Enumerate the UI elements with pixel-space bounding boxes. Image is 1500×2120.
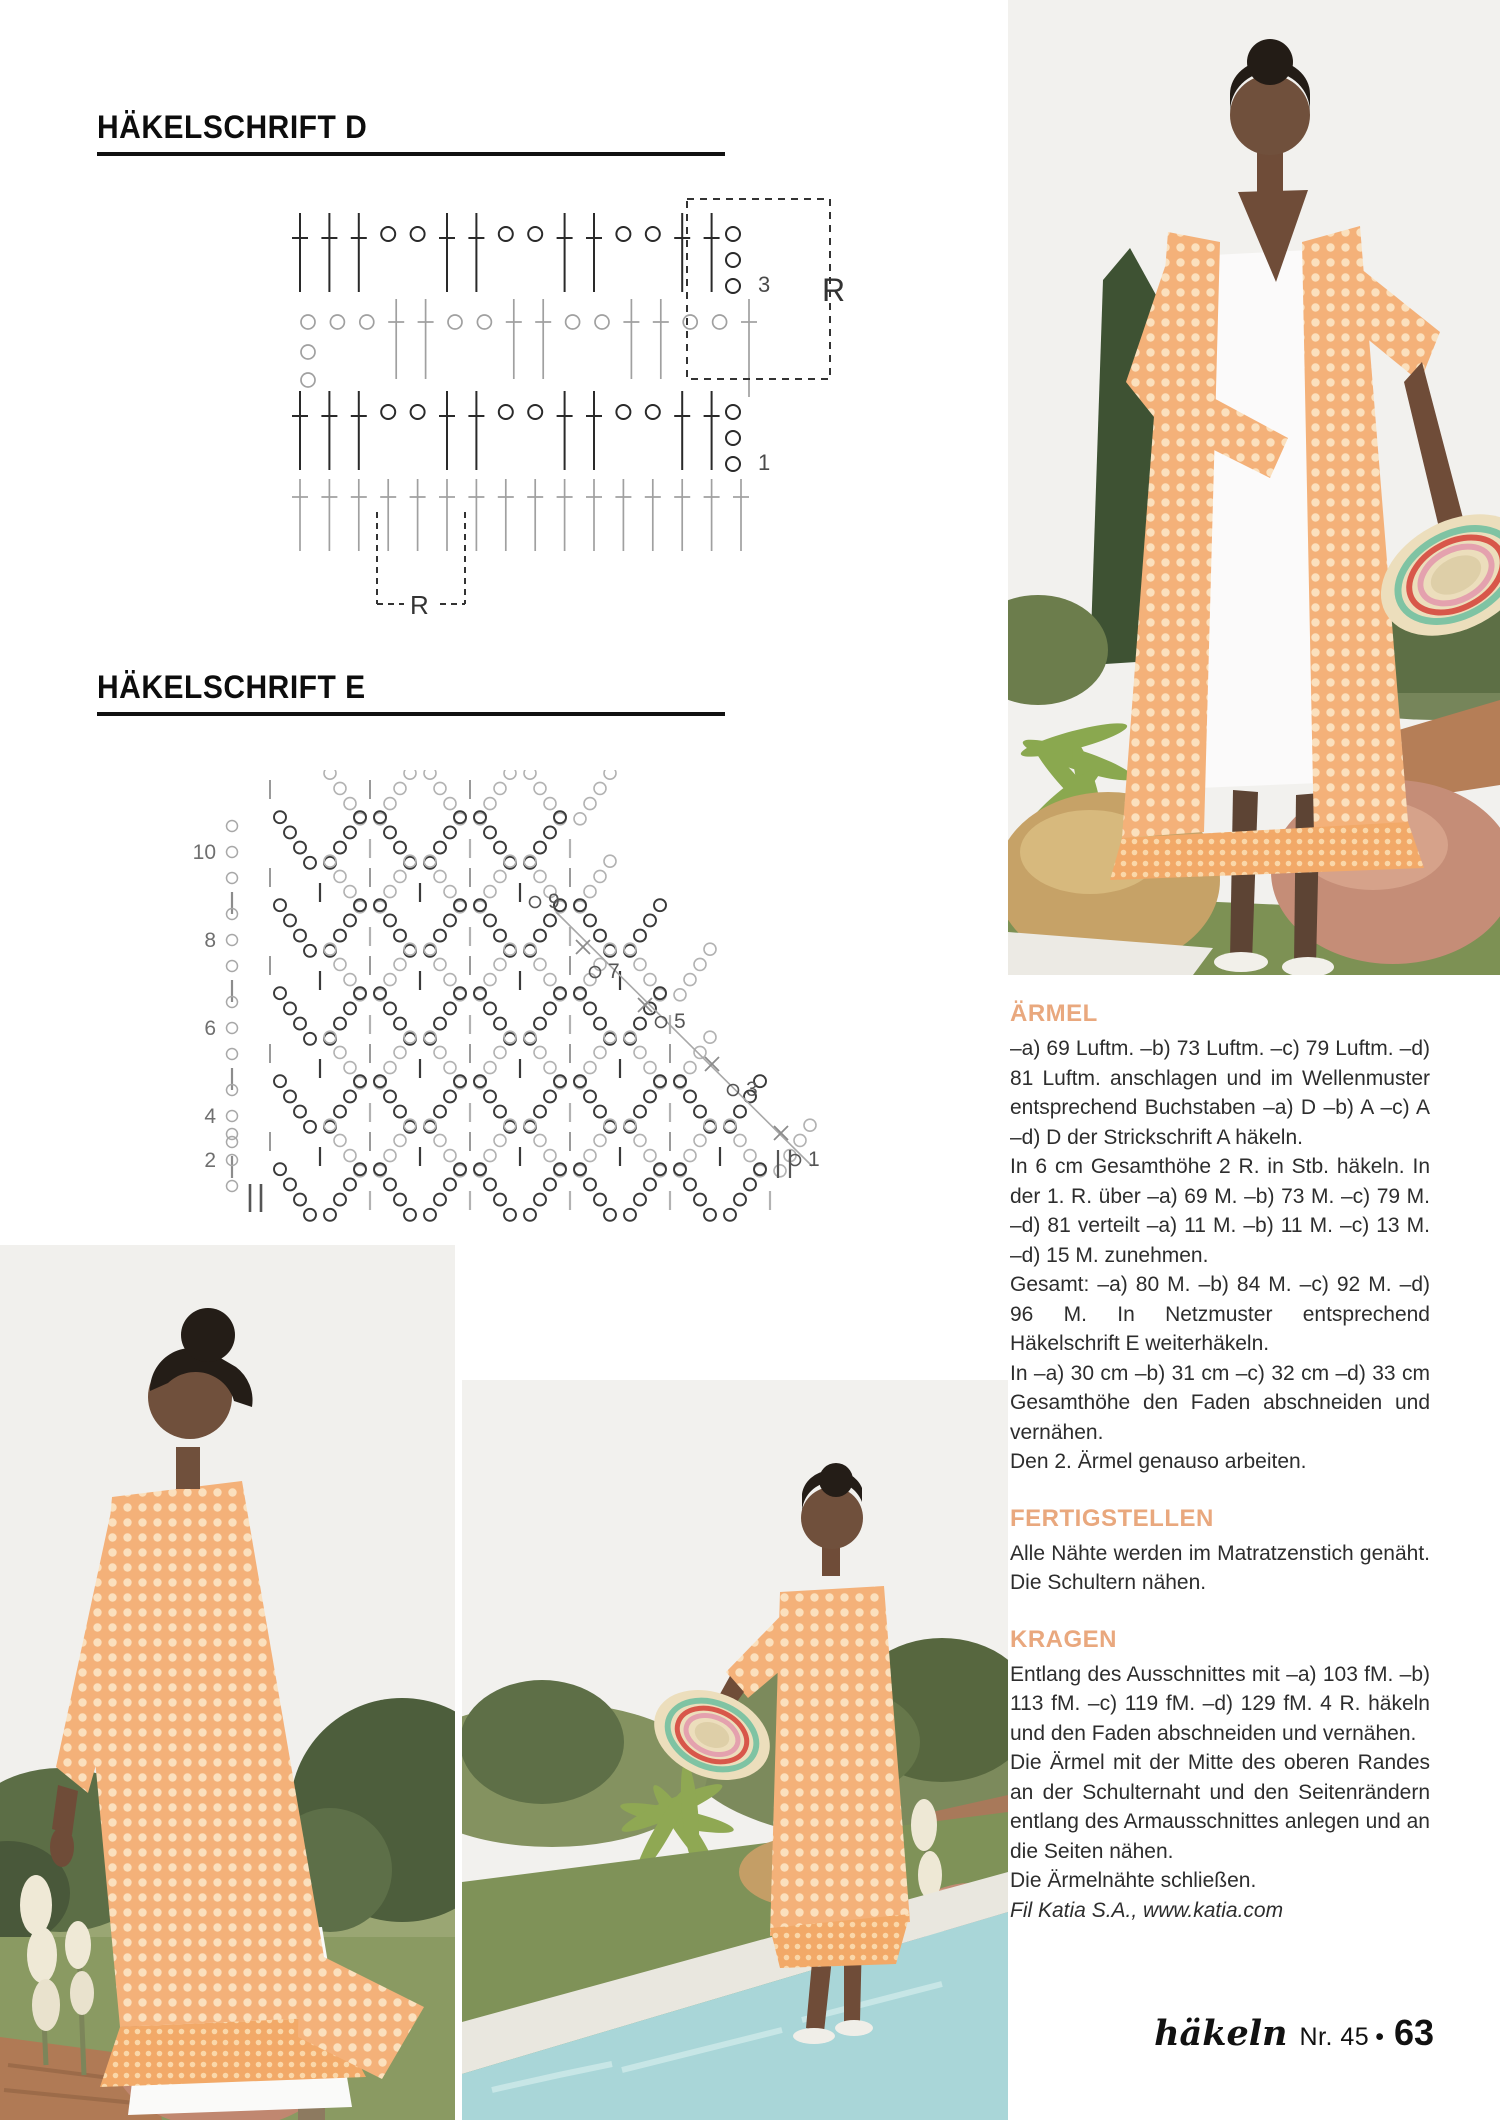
svg-text:R: R <box>822 272 846 308</box>
head <box>1230 75 1310 155</box>
paragraph: Die Ärmel mit der Mitte des oberen Randes an der Schulternaht und den Seitenrändern entlang des Armausschnittes anlegen und an die Seiten nähen. <box>1010 1751 1430 1863</box>
hair-bun <box>181 1308 235 1362</box>
paragraph: Den 2. Ärmel genauso arbeiten. <box>1010 1450 1307 1473</box>
chart-e-rule <box>97 712 725 716</box>
paragraph: –a) 69 Luftm. –b) 73 Luftm. –c) 79 Luftm. –d) 81 Luftm. anschlagen und im Wellenmuster entsprechend Buchstaben –a) D –b) A –c) A –d) D der Strickschrift A häkeln. <box>1010 1037 1430 1149</box>
chart-d-rule <box>97 152 725 156</box>
sandal <box>835 2020 873 2036</box>
svg-text:5: 5 <box>674 1010 686 1033</box>
issue-number: Nr. 45 <box>1299 2023 1370 2051</box>
paragraph: Alle Nähte werden im Matratzenstich genäht. Die Schultern nähen. <box>1010 1541 1430 1594</box>
hair-bun <box>819 1463 853 1497</box>
sandal <box>1214 952 1268 972</box>
section-heading-fertigstellen: FERTIGSTELLEN <box>1010 1504 1214 1532</box>
hand <box>50 1827 74 1867</box>
paragraph: In –a) 30 cm –b) 31 cm –c) 32 cm –d) 33 cm Gesamthöhe den Faden abschneiden und vernähen. <box>1010 1361 1430 1444</box>
page-number: 63 <box>1393 2012 1434 2053</box>
instructions-column <box>1010 1000 1430 1925</box>
chart-d-title: HÄKELSCHRIFT D <box>97 110 368 146</box>
magazine-name: häkeln <box>1154 2013 1288 2054</box>
svg-text:9: 9 <box>548 890 560 913</box>
paragraph: In 6 cm Gesamthöhe 2 R. in Stb. häkeln. In der 1. R. über –a) 69 M. –b) 73 M. –c) 79 M. –d) 81 verteilt –a) 11 M. –b) 11 M. –c) 13 M. –d) 15 M. zunehmen. <box>1010 1155 1430 1267</box>
svg-text:6: 6 <box>204 1017 216 1040</box>
svg-text:R: R <box>410 590 429 620</box>
photo-model-standing <box>1008 0 1500 975</box>
section-heading-kragen: KRAGEN <box>1010 1625 1118 1653</box>
paragraph: Die Ärmelnähte schließen. <box>1010 1869 1257 1892</box>
paragraph: Gesamt: –a) 80 M. –b) 84 M. –c) 92 M. –d) 96 M. In Netzmuster entsprechend Häkelschrift E weiterhäkeln. <box>1010 1273 1430 1355</box>
svg-text:7: 7 <box>608 960 620 983</box>
hair-bun <box>1247 39 1293 85</box>
footer-bullet: • <box>1375 2023 1384 2051</box>
svg-text:4: 4 <box>204 1105 216 1128</box>
svg-text:10: 10 <box>192 841 216 864</box>
svg-text:1: 1 <box>758 450 771 475</box>
svg-text:3: 3 <box>758 272 771 297</box>
photo-model-back <box>0 1245 455 2120</box>
credit-line: Fil Katia S.A., www.katia.com <box>1010 1898 1284 1922</box>
svg-text:3: 3 <box>746 1078 758 1101</box>
sandal <box>793 2028 835 2044</box>
paragraph: Entlang des Ausschnittes mit –a) 103 fM. –b) 113 fM. –c) 119 fM. –d) 129 fM. 4 R. häkeln und den Faden abschneiden und vernähen. <box>1010 1662 1430 1745</box>
chart-e-diagram <box>190 770 835 1235</box>
chart-e-title: HÄKELSCHRIFT E <box>97 670 366 706</box>
svg-text:8: 8 <box>204 929 216 952</box>
svg-text:2: 2 <box>204 1149 216 1172</box>
photo-model-pool <box>462 1380 1008 2120</box>
section-heading-aermel: ÄRMEL <box>1010 1000 1098 1027</box>
chart-d-diagram <box>240 185 860 630</box>
svg-text:1: 1 <box>808 1148 820 1171</box>
page-footer <box>1010 2012 1434 2054</box>
trees-left <box>462 1680 624 1804</box>
